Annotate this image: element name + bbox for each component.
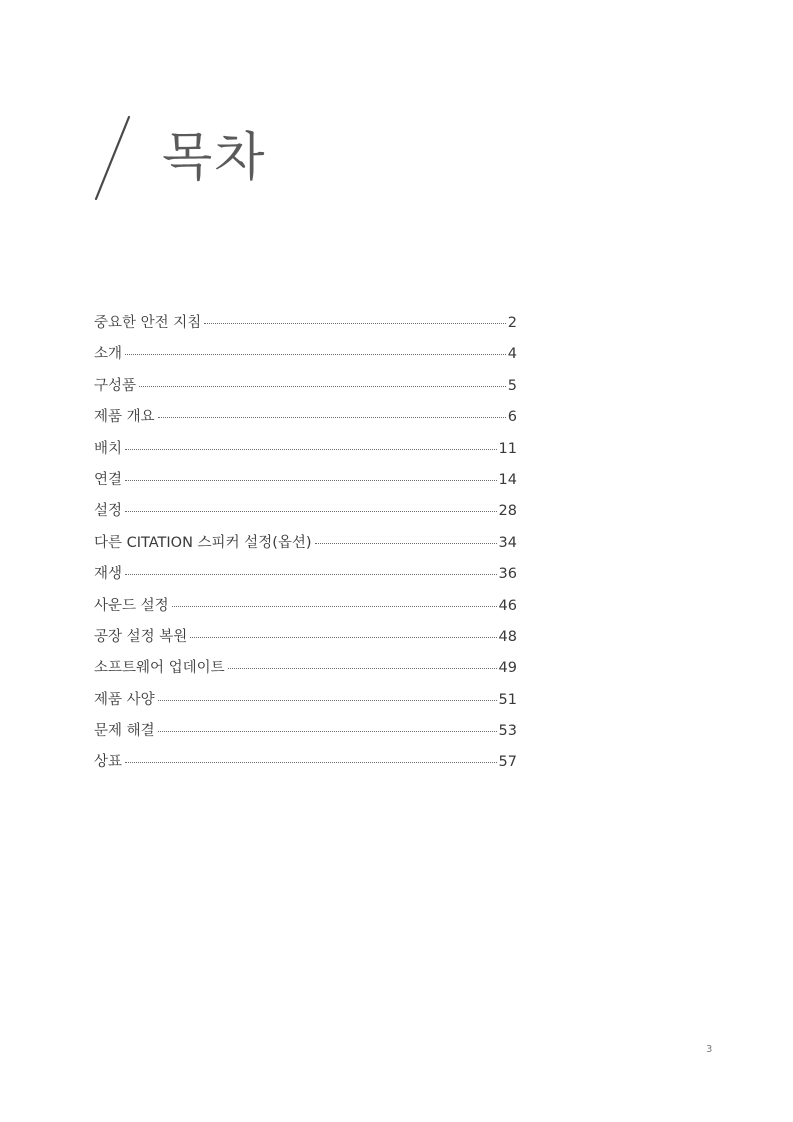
toc-entry-label[interactable]: 사운드 설정 [94, 597, 169, 614]
toc-leader-dots [125, 574, 497, 575]
toc-entry-page[interactable]: 46 [498, 597, 517, 614]
toc-entry[interactable] [94, 468, 517, 499]
toc-entry[interactable] [94, 625, 517, 656]
toc-entry-label[interactable]: 제품 사양 [94, 691, 155, 708]
title-slash-mark [92, 115, 134, 201]
toc-entry-label[interactable]: 다른 CITATION 스피커 설정(옵션) [94, 534, 312, 551]
toc-entry[interactable] [94, 688, 517, 719]
toc-entry-page[interactable]: 6 [507, 409, 517, 426]
toc-entry-page[interactable]: 34 [498, 534, 517, 551]
toc-entry-page[interactable]: 48 [498, 628, 517, 645]
toc-leader-dots [158, 417, 506, 418]
toc-leader-dots [125, 762, 497, 763]
toc-entry[interactable] [94, 405, 517, 436]
toc-leader-dots [158, 731, 497, 732]
toc-leader-dots [228, 668, 497, 669]
toc-leader-dots [204, 323, 505, 324]
toc-entry-label[interactable]: 구성품 [94, 377, 137, 394]
toc-leader-dots [125, 449, 497, 450]
toc-entry[interactable] [94, 594, 517, 625]
toc-leader-dots [315, 543, 497, 544]
toc-entry-page[interactable]: 36 [498, 566, 517, 583]
toc-entry[interactable] [94, 342, 517, 373]
toc-leader-dots [125, 480, 497, 481]
toc-entry[interactable] [94, 562, 517, 593]
toc-leader-dots [125, 511, 497, 512]
toc-entry-label[interactable]: 설정 [94, 503, 123, 520]
toc-entry-label[interactable]: 배치 [94, 440, 123, 457]
toc-entry-label[interactable]: 소개 [94, 346, 123, 363]
toc-entry[interactable] [94, 719, 517, 750]
toc-leader-dots [125, 354, 506, 355]
table-of-contents [94, 311, 517, 782]
toc-entry-label[interactable]: 재생 [94, 566, 123, 583]
toc-entry[interactable] [94, 499, 517, 530]
toc-leader-dots [190, 637, 496, 638]
toc-entry-label[interactable]: 소프트웨어 업데이트 [94, 660, 225, 677]
toc-leader-dots [158, 700, 497, 701]
toc-entry-page[interactable]: 51 [498, 691, 517, 708]
page-title: 목차 [162, 128, 267, 188]
toc-entry-label[interactable]: 중요한 안전 지침 [94, 315, 202, 331]
toc-leader-dots [139, 386, 506, 387]
toc-entry-page[interactable]: 49 [498, 660, 517, 677]
toc-entry-label[interactable]: 공장 설정 복원 [94, 628, 188, 645]
toc-entry-label[interactable]: 연결 [94, 471, 123, 488]
toc-entry-label[interactable]: 제품 개요 [94, 409, 155, 426]
toc-entry-label[interactable]: 상표 [94, 754, 123, 771]
page-number: 3 [706, 1044, 713, 1055]
toc-entry-label[interactable]: 문제 해결 [94, 723, 155, 740]
toc-entry[interactable] [94, 374, 517, 405]
toc-entry[interactable] [94, 311, 517, 342]
toc-entry-page[interactable]: 2 [507, 315, 517, 331]
toc-entry-page[interactable]: 5 [507, 377, 517, 394]
toc-entry-page[interactable]: 4 [507, 346, 517, 363]
toc-entry-page[interactable]: 14 [498, 471, 517, 488]
toc-entry[interactable] [94, 750, 517, 781]
toc-leader-dots [172, 606, 497, 607]
toc-entry[interactable] [94, 656, 517, 687]
toc-entry-page[interactable]: 28 [498, 503, 517, 520]
toc-entry[interactable] [94, 531, 517, 562]
toc-entry-page[interactable]: 57 [498, 754, 517, 771]
toc-entry-page[interactable]: 11 [498, 440, 517, 457]
toc-entry-page[interactable]: 53 [498, 723, 517, 740]
toc-entry[interactable] [94, 437, 517, 468]
